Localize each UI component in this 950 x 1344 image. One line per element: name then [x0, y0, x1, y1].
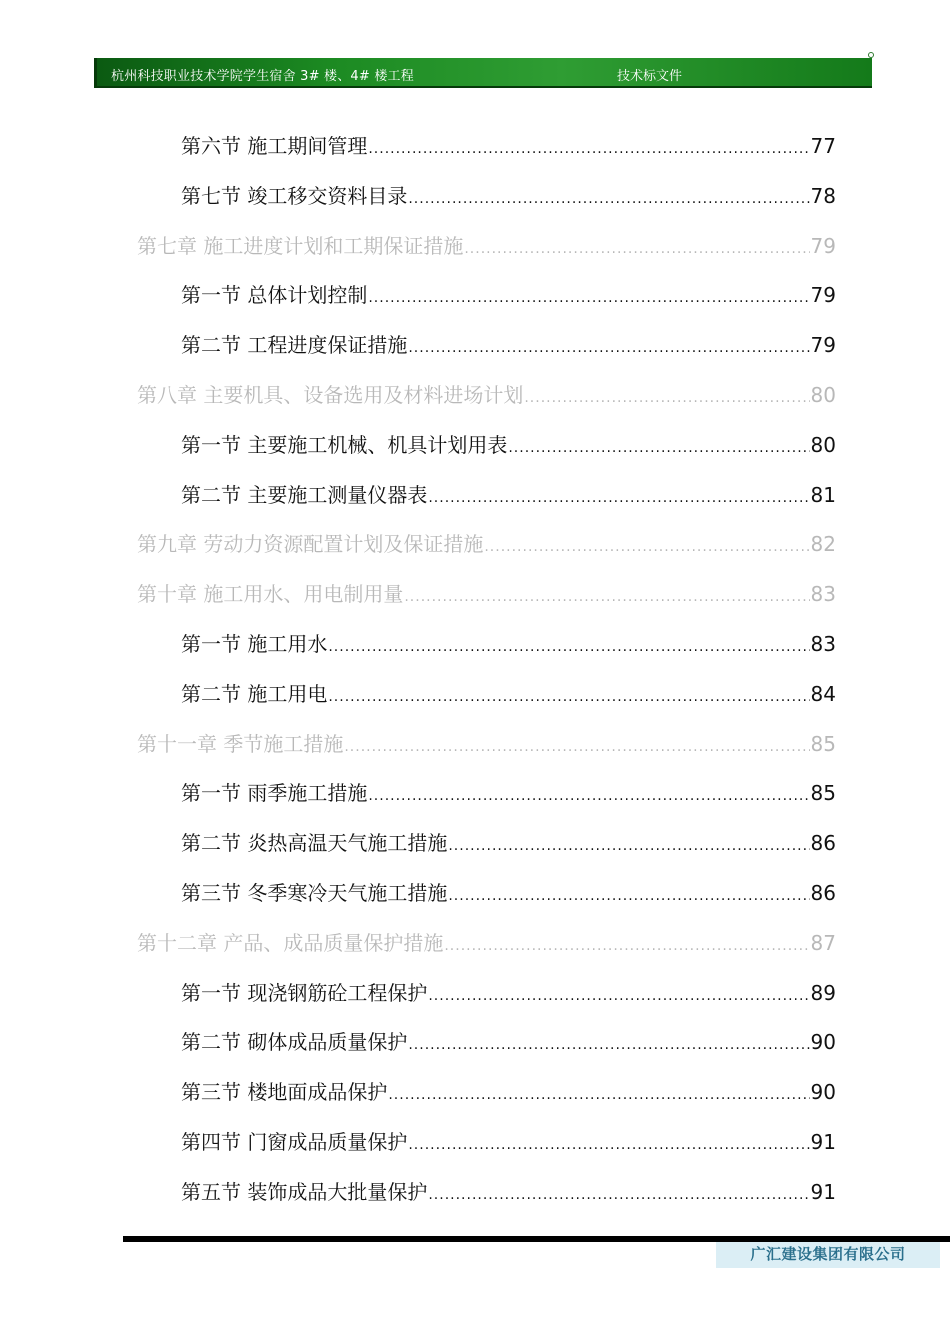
toc-section-entry[interactable] — [181, 678, 836, 718]
toc-page-number: 80 — [810, 432, 836, 457]
toc-entry-title: 第四节 门窗成品质量保护 — [181, 1130, 408, 1154]
toc-entry-title: 第七节 竣工移交资料目录 — [181, 183, 408, 208]
toc-dot-leader — [448, 888, 809, 904]
toc-section-entry[interactable] — [181, 777, 836, 817]
toc-dot-leader — [404, 589, 809, 605]
toc-section-entry[interactable] — [181, 827, 836, 867]
toc-section-entry[interactable] — [181, 1026, 836, 1066]
toc-page-number: 86 — [810, 881, 836, 905]
toc-dot-leader — [464, 241, 809, 257]
toc-page-number: 80 — [810, 383, 836, 407]
toc-section-entry[interactable] — [181, 877, 836, 917]
toc-dot-leader — [428, 1187, 809, 1203]
toc-entry-title: 第一节 施工用水 — [181, 632, 328, 656]
toc-section-entry[interactable] — [181, 1176, 836, 1216]
toc-dot-leader — [408, 1137, 809, 1153]
toc-page-number: 85 — [810, 731, 836, 756]
toc-entry-title: 第二节 施工用电 — [181, 681, 328, 706]
toc-section-entry[interactable] — [181, 130, 836, 170]
toc-entry-title: 第二节 炎热高温天气施工措施 — [181, 831, 448, 856]
toc-section-entry[interactable] — [181, 1126, 836, 1166]
toc-section-entry[interactable] — [181, 1076, 836, 1116]
toc-dot-leader — [448, 838, 809, 854]
toc-section-entry[interactable] — [181, 977, 836, 1017]
toc-section-entry[interactable] — [181, 429, 836, 469]
toc-entry-title: 第九章 劳动力资源配置计划及保证措施 — [137, 532, 484, 557]
toc-page-number: 83 — [810, 632, 836, 656]
toc-section-entry[interactable] — [181, 180, 836, 220]
toc-page-number: 82 — [810, 532, 836, 557]
toc-dot-leader — [524, 390, 809, 406]
toc-entry-title: 第十一章 季节施工措施 — [137, 731, 344, 756]
toc-entry-title: 第六节 施工期间管理 — [181, 134, 368, 158]
toc-page-number: 91 — [810, 1130, 836, 1154]
toc-page-number: 79 — [810, 333, 836, 358]
toc-page-number: 90 — [810, 1030, 836, 1055]
toc-entry-title: 第十二章 产品、成品质量保护措施 — [137, 930, 444, 955]
toc-entry-title: 第三节 冬季寒冷天气施工措施 — [181, 881, 448, 905]
toc-section-entry[interactable] — [181, 479, 836, 519]
toc-dot-leader — [428, 490, 809, 506]
toc-dot-leader — [508, 440, 809, 456]
toc-section-entry[interactable] — [181, 329, 836, 369]
page-header — [94, 58, 872, 88]
toc-dot-leader — [408, 191, 809, 207]
toc-dot-leader — [444, 938, 809, 954]
toc-entry-title: 第一节 雨季施工措施 — [181, 781, 368, 806]
toc-dot-leader — [328, 639, 809, 655]
toc-section-entry[interactable] — [181, 279, 836, 319]
toc-entry-title: 第二节 主要施工测量仪器表 — [181, 482, 428, 507]
toc-entry-title: 第三节 楼地面成品保护 — [181, 1080, 388, 1105]
toc-dot-leader — [408, 1037, 809, 1053]
toc-dot-leader — [428, 988, 809, 1004]
toc-page-number: 89 — [810, 980, 836, 1005]
toc-chapter-entry[interactable] — [137, 927, 836, 967]
company-name: 广汇建设集团有限公司 — [716, 1242, 940, 1268]
toc-chapter-entry[interactable] — [137, 230, 836, 270]
toc-dot-leader — [408, 340, 809, 356]
toc-page-number: 77 — [810, 134, 836, 158]
toc-page-number: 85 — [810, 781, 836, 806]
toc-entry-title: 第一节 主要施工机械、机具计划用表 — [181, 432, 508, 457]
toc-chapter-entry[interactable] — [137, 379, 836, 419]
toc-section-entry[interactable] — [181, 628, 836, 668]
toc-page-number: 78 — [810, 183, 836, 208]
project-title: 杭州科技职业技术学院学生宿舍 3# 楼、4# 楼工程 — [111, 69, 414, 84]
toc-page-number: 83 — [810, 582, 836, 607]
document-type: 技术标文件 — [617, 69, 683, 84]
toc-entry-title: 第八章 主要机具、设备选用及材料进场计划 — [137, 383, 524, 407]
toc-page-number: 87 — [810, 930, 836, 955]
toc-entry-title: 第一节 现浇钢筋砼工程保护 — [181, 980, 428, 1005]
toc-page-number: 81 — [810, 482, 836, 507]
toc-page-number: 79 — [810, 283, 836, 308]
toc-dot-leader — [484, 539, 809, 555]
toc-chapter-entry[interactable] — [137, 528, 836, 568]
toc-dot-leader — [368, 290, 809, 306]
toc-dot-leader — [388, 1087, 809, 1103]
toc-entry-title: 第二节 工程进度保证措施 — [181, 333, 408, 358]
toc-entry-title: 第二节 砌体成品质量保护 — [181, 1030, 408, 1055]
toc-chapter-entry[interactable] — [137, 728, 836, 768]
toc-page-number: 86 — [810, 831, 836, 856]
toc-entry-title: 第五节 装饰成品大批量保护 — [181, 1179, 428, 1204]
toc-chapter-entry[interactable] — [137, 578, 836, 618]
toc-dot-leader — [368, 788, 809, 804]
toc-page-number: 84 — [810, 681, 836, 706]
toc-entry-title: 第十章 施工用水、用电制用量 — [137, 582, 404, 607]
toc-dot-leader — [344, 739, 809, 755]
toc-page-number: 91 — [810, 1179, 836, 1204]
toc-dot-leader — [368, 141, 809, 157]
toc-dot-leader — [328, 689, 809, 705]
toc-entry-title: 第一节 总体计划控制 — [181, 283, 368, 308]
toc-entry-title: 第七章 施工进度计划和工期保证措施 — [137, 233, 464, 258]
toc-page-number: 90 — [810, 1080, 836, 1105]
toc-page-number: 79 — [810, 233, 836, 258]
